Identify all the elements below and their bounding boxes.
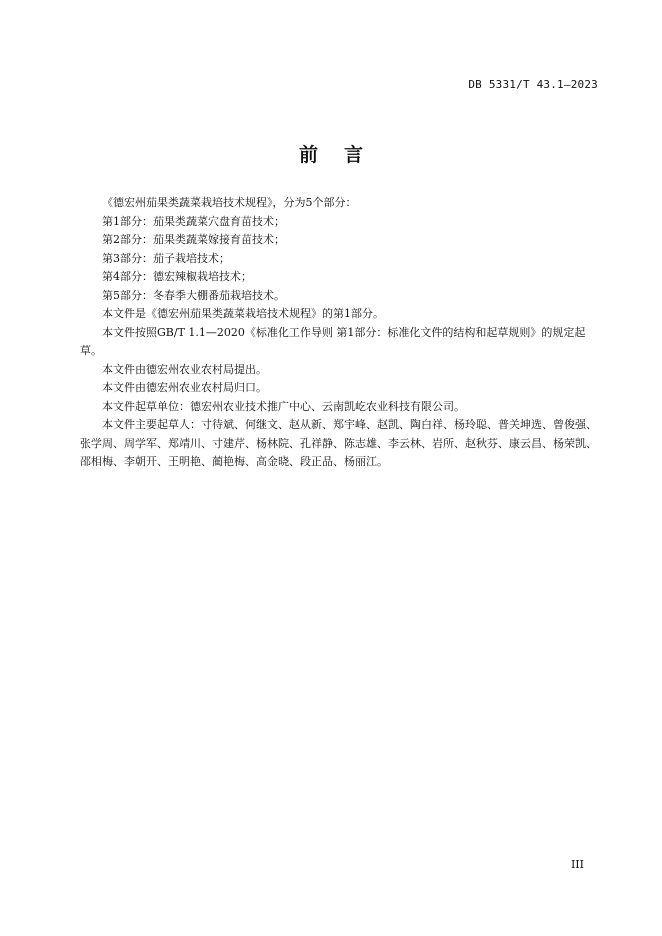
paragraph-drafters: 本文件主要起草人：寸待斌、何继文、赵从新、郑宇峰、赵凯、陶白祥、杨玲聪、普关坤选、曾俊强、张学周、周学军、郑靖川、寸建芹、杨林院、孔祥静、陈志雄、李云林、岩所、赵秋芬、康云昌、杨荣凯、邵相梅、李朝开、王明艳、蔺艳梅、高金晓、段正品、杨丽江。 [80,418,597,468]
page-title: 前言 [298,144,389,166]
document-code: DB 5331/T 43.1—2023 [468,78,598,91]
paragraph-part-2: 第2部分：茄果类蔬菜嫁接育苗技术； [102,233,285,246]
paragraph-part-3: 第3部分：茄子栽培技术； [102,251,230,265]
paragraph-drafting-rules: 本文件按照GB/T 1.1—2020《标准化工作导则 第1部分：标准化文件的结构和起草规则》的规定起草。 [80,325,586,357]
paragraph-part-1: 第1部分：茄果类蔬菜穴盘育苗技术； [102,214,285,228]
foreword-body [80,194,600,472]
paragraph-drafting-units: 本文件起草单位：德宏州农业技术推广中心、云南凯屹农业科技有限公司。 [102,399,465,413]
paragraph-centralized-by: 本文件由德宏州农业农村局归口。 [102,381,267,394]
paragraph-part-4: 第4部分：德宏辣椒栽培技术； [102,270,252,283]
page-number: III [570,858,584,871]
paragraph-proposed-by: 本文件由德宏州农业农村局提出。 [102,362,267,376]
paragraph-intro: 《德宏州茄果类蔬菜栽培技术规程》，分为5个部分： [102,196,357,209]
paragraph-document-part: 本文件是《德宏州茄果类蔬菜栽培技术规程》的第1部分。 [102,307,384,320]
paragraph-part-5: 第5部分：冬春季大棚番茄栽培技术。 [102,288,285,302]
